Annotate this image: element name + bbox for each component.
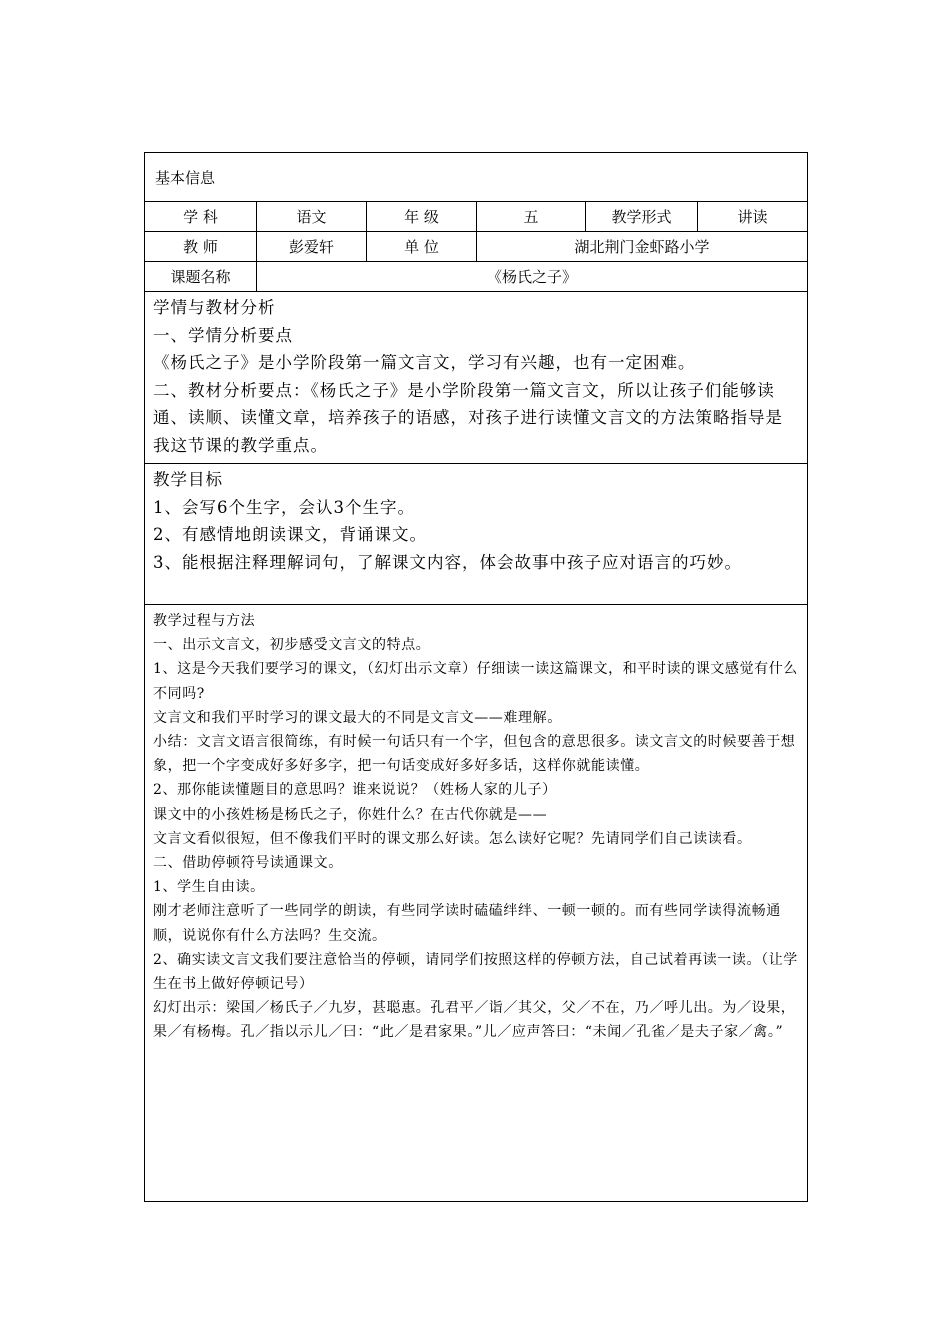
process-line: 2、确实读文言文我们要注意恰当的停顿，请同学们按照这样的停顿方法，自己试着再读一读。（让学生在书上做好停顿记号） — [153, 951, 798, 993]
goal-item: 2、有感情地朗读课文，背诵课文。 — [153, 525, 427, 544]
subject-label: 学 科 — [145, 202, 257, 232]
analysis-line: 一、学情分析要点 — [153, 325, 293, 345]
process-line: 刚才老师注意听了一些同学的朗读，有些同学读时磕磕绊绊、一顿一顿的。而有些同学读得流畅通顺，说说你有什么方法吗？生交流。 — [153, 903, 781, 944]
goals-heading: 教学目标 — [153, 470, 223, 489]
process-heading: 教学过程与方法 — [153, 613, 256, 629]
goal-item: 1、会写6个生字，会认3个生字。 — [153, 497, 415, 517]
teacher-label: 教 师 — [145, 232, 257, 262]
teaching-form-label: 教学形式 — [586, 202, 698, 232]
process-line: 1、学生自由读。 — [153, 879, 265, 896]
process-line: 课文中的小孩姓杨是杨氏之子，你姓什么？在古代你就是—— — [153, 806, 548, 823]
grade-label: 年 级 — [367, 202, 477, 232]
goal-item: 3、能根据注释理解词句，了解课文内容，体会故事中孩子应对语言的巧妙。 — [153, 552, 742, 572]
teacher-value: 彭爱轩 — [257, 232, 367, 262]
process-line: 1、这是今天我们要学习的课文，（幻灯出示文章）仔细读一读这篇课文，和平时读的课文感觉有什么不同吗? — [153, 661, 798, 702]
analysis-section — [145, 292, 808, 464]
analysis-line: 《杨氏之子》是小学阶段第一篇文言文，学习有兴趣，也有一定困难。 — [153, 353, 696, 372]
process-line: 文言文看似很短，但不像我们平时的课文那么好读。怎么读好它呢？先请同学们自己读读看。 — [153, 830, 752, 847]
process-line: 一、出示文言文，初步感受文言文的特点。 — [153, 637, 431, 654]
lesson-plan-document — [144, 152, 807, 1202]
topic-value: 《杨氏之子》 — [257, 262, 808, 292]
grade-value: 五 — [477, 202, 586, 232]
analysis-line: 二、教材分析要点：《杨氏之子》是小学阶段第一篇文言文，所以让孩子们能够读通、读顺、读懂文章，培养孩子的语感，对孩子进行读懂文言文的方法策略指导是我这节课的教学重点。 — [153, 380, 783, 455]
process-line: 2、那你能读懂题目的意思吗？谁来说说？（姓杨人家的儿子） — [153, 782, 557, 799]
subject-value: 语文 — [257, 202, 367, 232]
topic-label: 课题名称 — [145, 262, 257, 292]
process-line: 幻灯出示：梁国／杨氏子／九岁，甚聪惠。孔君平／诣／其父，父／不在，乃／呼儿出。为／设果，果／有杨梅。孔／指以示儿／曰：“此／是君家果。”儿／应声答曰：“未闻／孔雀／是夫子家／禽。” — [153, 1000, 796, 1041]
basic-info-heading: 基本信息 — [145, 153, 808, 202]
teaching-form-value: 讲读 — [698, 202, 808, 232]
process-section — [145, 605, 808, 1202]
process-line: 二、借助停顿符号读通课文。 — [153, 855, 343, 872]
unit-label: 单 位 — [367, 232, 477, 262]
lesson-plan-table — [144, 152, 808, 1202]
process-line: 文言文和我们平时学习的课文最大的不同是文言文——难理解。 — [153, 709, 562, 726]
analysis-heading: 学情与教材分析 — [153, 298, 276, 317]
unit-value: 湖北荆门金虾路小学 — [477, 232, 808, 262]
goals-section — [145, 464, 808, 605]
process-line: 小结：文言文语言很简练，有时候一句话只有一个字，但包含的意思很多。读文言文的时候要善于想象，把一个字变成好多好多字，把一句话变成好多好多话，这样你就能读懂。 — [153, 734, 796, 775]
